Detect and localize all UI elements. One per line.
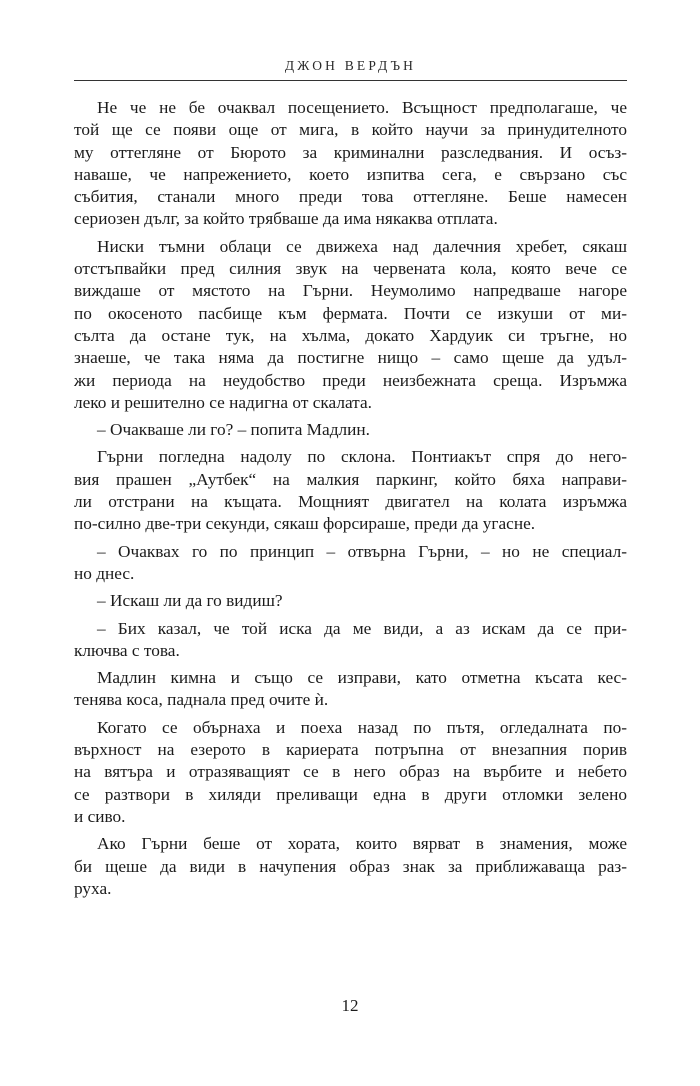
paragraph [74, 717, 627, 828]
text-line: той ще се появи още от мига, в който научи за принудителното [74, 120, 627, 140]
text-line: – Очакваше ли го? – попита Мадлин. [97, 420, 370, 440]
page-number: 12 [341, 996, 359, 1015]
paragraph [74, 446, 627, 535]
text-line: леко и решително се надигна от скалата. [74, 392, 372, 412]
text-line: – Очаквах го по принцип – отвърна Гърни, – но не специал- [97, 541, 627, 561]
text-line: се разтвори в хиляди преливащи една в други отломки зелено [74, 784, 627, 804]
paragraph [74, 419, 627, 441]
text-line: Не че не бе очаквал посещението. Всъщност предполагаше, че [97, 98, 627, 117]
paragraph [74, 97, 627, 231]
text-line: ключва с това. [74, 640, 180, 660]
text-line: по окосеното пасбище към фермата. Почти се изкуши от ми- [74, 303, 627, 323]
text-line: отстъпвайки пред силния звук на червената кола, която вече се [74, 259, 627, 279]
paragraph [74, 618, 627, 663]
text-line: наваше, че напрежението, което изпитва сега, е свързано със [74, 164, 627, 184]
text-line: руха. [74, 878, 112, 898]
text-line: сериозен дълг, за който трябваше да има някаква отплата. [74, 209, 498, 229]
text-line: върхност на езерото в кариерата потръпна от внезапния порив [74, 740, 627, 760]
text-line: на вятъра и отразяващият се в него образ на върбите и небето [74, 762, 627, 782]
paragraph [74, 590, 627, 612]
text-line: знаеше, че така няма да постигне нищо – само щеше да удъл- [74, 348, 627, 368]
text-line: му оттегляне от Бюрото за криминални разследвания. И осъз- [74, 142, 627, 162]
paragraph [74, 833, 627, 900]
text-line: сълта да остане тук, на хълма, докато Хардуик си тръгне, но [74, 325, 627, 345]
paragraph [74, 236, 627, 414]
running-head: ДЖОН ВЕРДЪН [284, 58, 417, 73]
text-line: Когато се обърнаха и поеха назад по пътя, огледалната по- [97, 717, 627, 737]
text-line: но днес. [74, 563, 135, 583]
text-line: би щеше да види в начупения образ знак за приближаваща раз- [74, 856, 627, 876]
text-line: Ако Гърни беше от хората, които вярват в знамения, може [97, 834, 627, 854]
body-text [74, 97, 627, 905]
text-line: ли отстрани на къщата. Мощният двигател на колата изръмжа [74, 492, 627, 512]
text-line: събития, станали много преди това оттегляне. Беше намесен [74, 187, 627, 207]
text-line: – Искаш ли да го видиш? [97, 591, 283, 611]
text-line: Мадлин кимна и също се изправи, като отметна късата кес- [97, 668, 627, 688]
paragraph [74, 541, 627, 586]
text-line: – Бих казал, че той иска да ме види, а аз искам да се при- [97, 618, 627, 638]
text-line: тенява коса, паднала пред очите ѝ. [74, 690, 329, 710]
text-line: по-силно две-три секунди, сякаш форсираше, преди да угасне. [74, 514, 536, 534]
text-line: жи периода на неудобство преди неизбежната среща. Изръмжа [74, 370, 627, 390]
text-line: и сиво. [74, 806, 126, 826]
text-line: Ниски тъмни облаци се движеха над далечния хребет, сякаш [97, 236, 627, 256]
text-line: вия прашен „Аутбек“ на малкия паркинг, който бяха направи- [74, 469, 627, 489]
paragraph [74, 667, 627, 712]
text-line: Гърни погледна надолу по склона. Понтиакът спря до него- [97, 447, 627, 467]
text-line: виждаше от мястото на Гърни. Неумолимо напредваше нагоре [74, 281, 627, 301]
header-rule [74, 80, 627, 81]
